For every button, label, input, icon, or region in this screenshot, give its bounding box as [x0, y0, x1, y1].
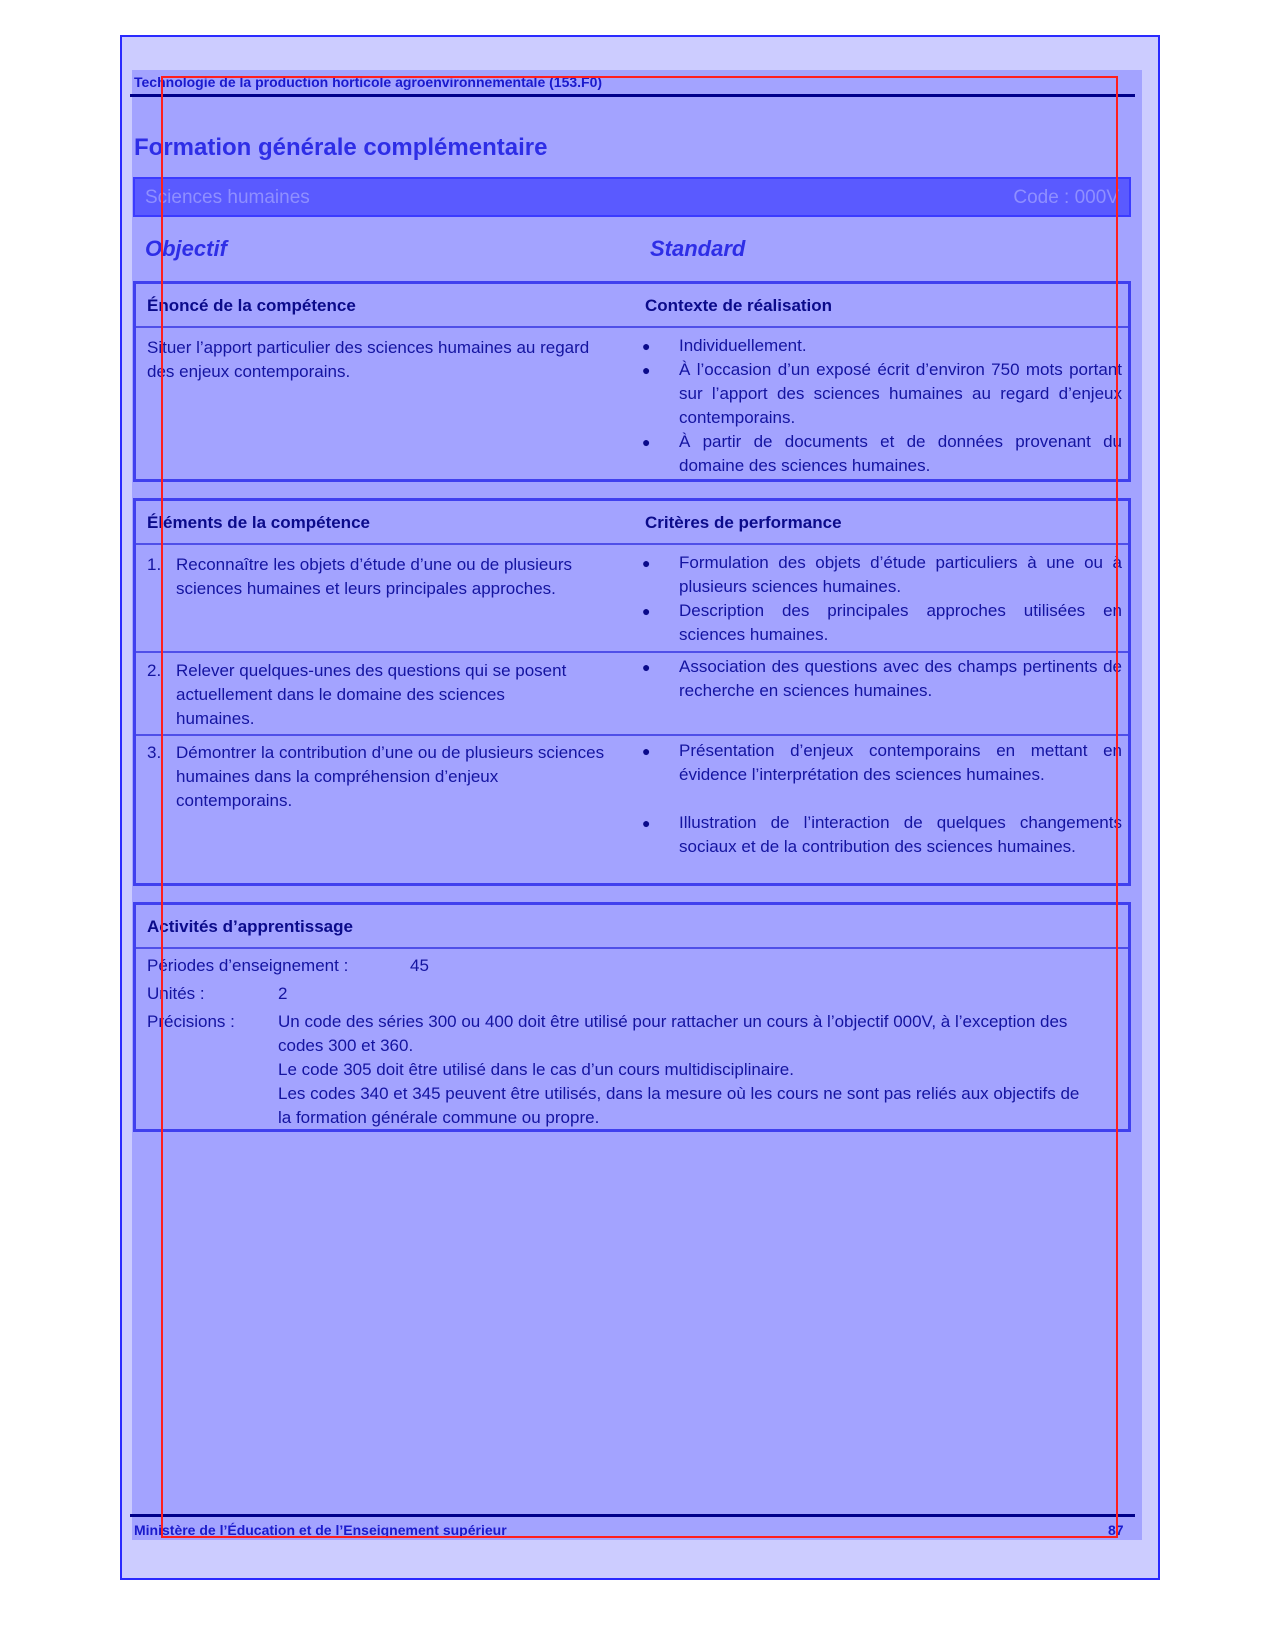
precision-item: Le code 305 doit être utilisé dans le cas d’un cours multidisciplinaire. [278, 1060, 794, 1079]
units-label: Unités : [147, 984, 205, 1003]
subject-bar [133, 177, 1131, 217]
element-number: 1. [147, 555, 162, 574]
precision-item: Les codes 340 et 345 peuvent être utilisés, dans la mesure où les cours ne sont pas reliés aux objectifs de la formation générale commune ou propre. [278, 1084, 1080, 1127]
box-separator [136, 734, 1128, 736]
competence-box [133, 281, 1131, 482]
elements-header: Éléments de la compétence [147, 513, 370, 532]
precisions-label: Précisions : [147, 1012, 235, 1031]
context-header: Contexte de réalisation [645, 296, 833, 315]
bullet: ● [642, 743, 651, 759]
bullet: ● [642, 338, 651, 354]
column-heading-objective: Objectif [145, 236, 227, 261]
elements-box [133, 498, 1131, 886]
criterion: Description des principales approches utilisées en sciences humaines. [679, 601, 1122, 644]
footer-rule [130, 1514, 1135, 1517]
element-text: Démontrer la contribution d’une ou de plusieurs sciences humaines dans la compréhension d’enjeux contemporains. [176, 743, 605, 810]
activities-header: Activités d’apprentissage [147, 917, 353, 936]
bullet: ● [642, 434, 651, 450]
criterion: Association des questions avec des champs pertinents de recherche en sciences humaines. [679, 657, 1122, 700]
criterion: Présentation d’enjeux contemporains en mettant en évidence l’interprétation des sciences humaines. [679, 741, 1122, 784]
box-separator [136, 543, 1128, 545]
competence-statement-header: Énoncé de la compétence [147, 296, 356, 315]
criteria-header: Critères de performance [645, 513, 842, 532]
competence-statement: Situer l’apport particulier des sciences humaines au regard des enjeux contemporains. [147, 338, 590, 381]
box-separator [136, 326, 1128, 328]
page-number: 87 [1108, 1522, 1124, 1538]
bullet: ● [642, 815, 651, 831]
box-separator [136, 651, 1128, 653]
bullet: ● [642, 659, 651, 675]
running-header: Technologie de la production horticole agroenvironnementale (153.F0) [134, 74, 603, 90]
activities-box [133, 902, 1131, 1132]
periods-label: Périodes d’enseignement : [147, 956, 349, 975]
context-item: À partir de documents et de données provenant du domaine des sciences humaines. [679, 432, 1122, 475]
footer-ministry: Ministère de l’Éducation et de l’Enseignement supérieur [134, 1522, 507, 1538]
element-text: Relever quelques-unes des questions qui se posent actuellement dans le domaine des sciences humaines. [176, 661, 567, 728]
units-value: 2 [278, 984, 288, 1003]
bullet: ● [642, 603, 651, 619]
context-item: À l’occasion d’un exposé écrit d’environ 750 mots portant sur l’apport des sciences humaines au regard d’enjeux contemporains. [679, 360, 1122, 427]
context-item: Individuellement. [679, 336, 807, 355]
bullet: ● [642, 362, 651, 378]
criterion: Formulation des objets d’étude particuliers à une ou à plusieurs sciences humaines. [679, 553, 1122, 596]
element-number: 2. [147, 661, 162, 680]
subject-name: Sciences humaines [145, 187, 310, 208]
subject-code: Code : 000V [1013, 187, 1119, 208]
bullet: ● [642, 555, 651, 571]
box-separator [136, 947, 1128, 949]
criterion: Illustration de l’interaction de quelques changements sociaux et de la contribution des sciences humaines. [679, 813, 1122, 856]
section-title: Formation générale complémentaire [134, 134, 548, 161]
header-rule [130, 94, 1135, 97]
column-heading-standard: Standard [650, 236, 746, 261]
precision-item: Un code des séries 300 ou 400 doit être utilisé pour rattacher un cours à l’objectif 000V, à l’exception des codes 300 et 360. [278, 1012, 1068, 1055]
element-number: 3. [147, 743, 162, 762]
element-text: Reconnaître les objets d’étude d’une ou de plusieurs sciences humaines et leurs principales approches. [176, 555, 572, 598]
periods-value: 45 [410, 956, 429, 975]
